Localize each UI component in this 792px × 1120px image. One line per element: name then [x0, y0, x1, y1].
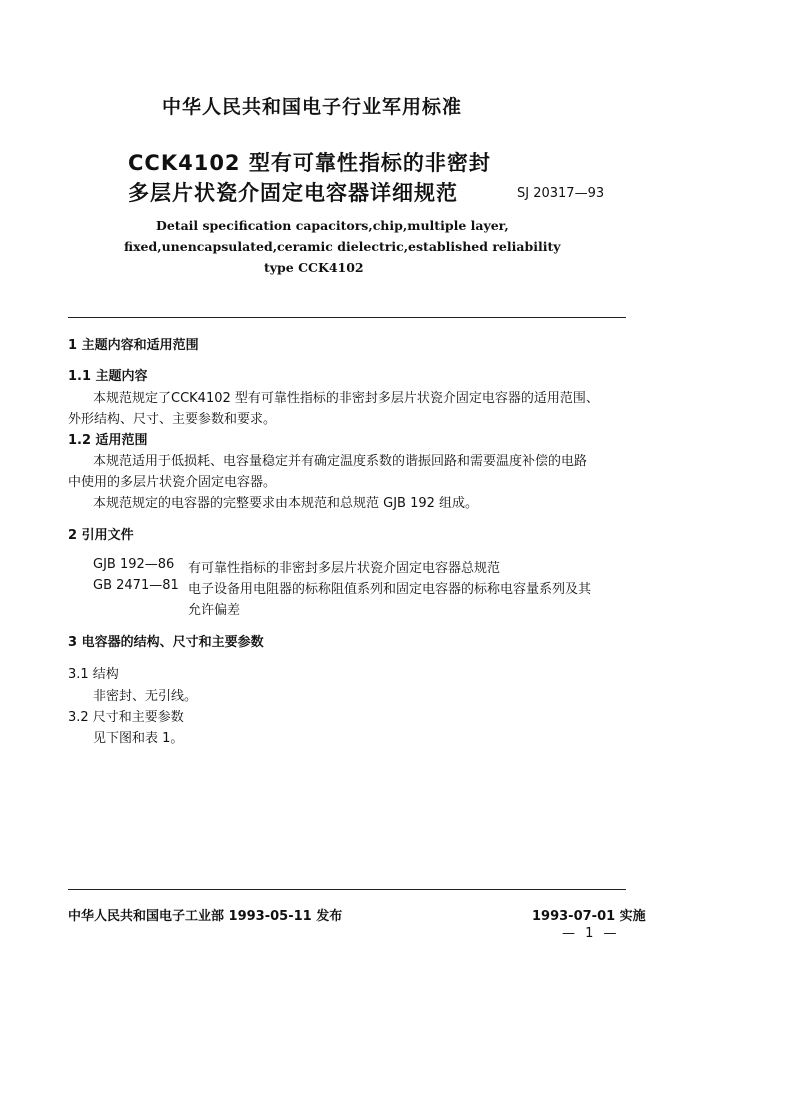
english-title-line3: type CCK4102 [264, 260, 364, 275]
section-1-1-heading: 1.1 主题内容 [68, 369, 148, 384]
section-1-1-paragraph-line1: 本规范规定了CCK4102 型有可靠性指标的非密封多层片状瓷介固定电容器的适用范围、 [93, 391, 599, 406]
english-title-line1: Detail specification capacitors,chip,multiple layer, [156, 218, 509, 233]
section-1-2-paragraph-line3: 本规范规定的电容器的完整要求由本规范和总规范 GJB 192 组成。 [93, 496, 479, 511]
footer-divider [68, 889, 626, 890]
reference-1-code: GJB 192—86 [93, 557, 175, 572]
section-3-2-paragraph: 见下图和表 1。 [93, 731, 184, 746]
section-1-2-paragraph-line2: 中使用的多层片状瓷介固定电容器。 [68, 475, 277, 490]
reference-1-title: 有可靠性指标的非密封多层片状瓷介固定电容器总规范 [188, 561, 501, 576]
standard-code: SJ 20317—93 [517, 186, 605, 201]
section-1-2-heading: 1.2 适用范围 [68, 433, 148, 448]
section-2-heading: 2 引用文件 [68, 528, 134, 543]
effective-date: 1993-07-01 实施 [532, 909, 646, 924]
page-number: — 1 — [562, 926, 620, 941]
reference-2-code: GB 2471—81 [93, 578, 179, 593]
section-1-heading: 1 主题内容和适用范围 [68, 338, 199, 353]
issuing-organization: 中华人民共和国电子行业军用标准 [162, 96, 463, 118]
document-title-line2: 多层片状瓷介固定电容器详细规范 [128, 181, 458, 205]
section-3-2-heading: 3.2 尺寸和主要参数 [68, 710, 184, 725]
section-3-1-heading: 3.1 结构 [68, 667, 119, 682]
section-1-1-paragraph-line2: 外形结构、尺寸、主要参数和要求。 [68, 412, 277, 427]
reference-2-title: 电子设备用电阻器的标称阻值系列和固定电容器的标称电容量系列及其 [188, 582, 592, 597]
issue-date: 中华人民共和国电子工业部 1993-05-11 发布 [68, 909, 343, 924]
section-1-2-paragraph-line1: 本规范适用于低损耗、电容量稳定并有确定温度系数的谐振回路和需要温度补偿的电路 [93, 454, 588, 469]
section-3-1-paragraph: 非密封、无引线。 [93, 689, 198, 704]
header-divider [68, 317, 626, 318]
document-title-line1: CCK4102 型有可靠性指标的非密封 [128, 151, 491, 175]
section-3-heading: 3 电容器的结构、尺寸和主要参数 [68, 635, 264, 650]
english-title-line2: fixed,unencapsulated,ceramic dielectric,established reliability [124, 239, 561, 254]
reference-2-title-continued: 允许偏差 [188, 603, 241, 618]
